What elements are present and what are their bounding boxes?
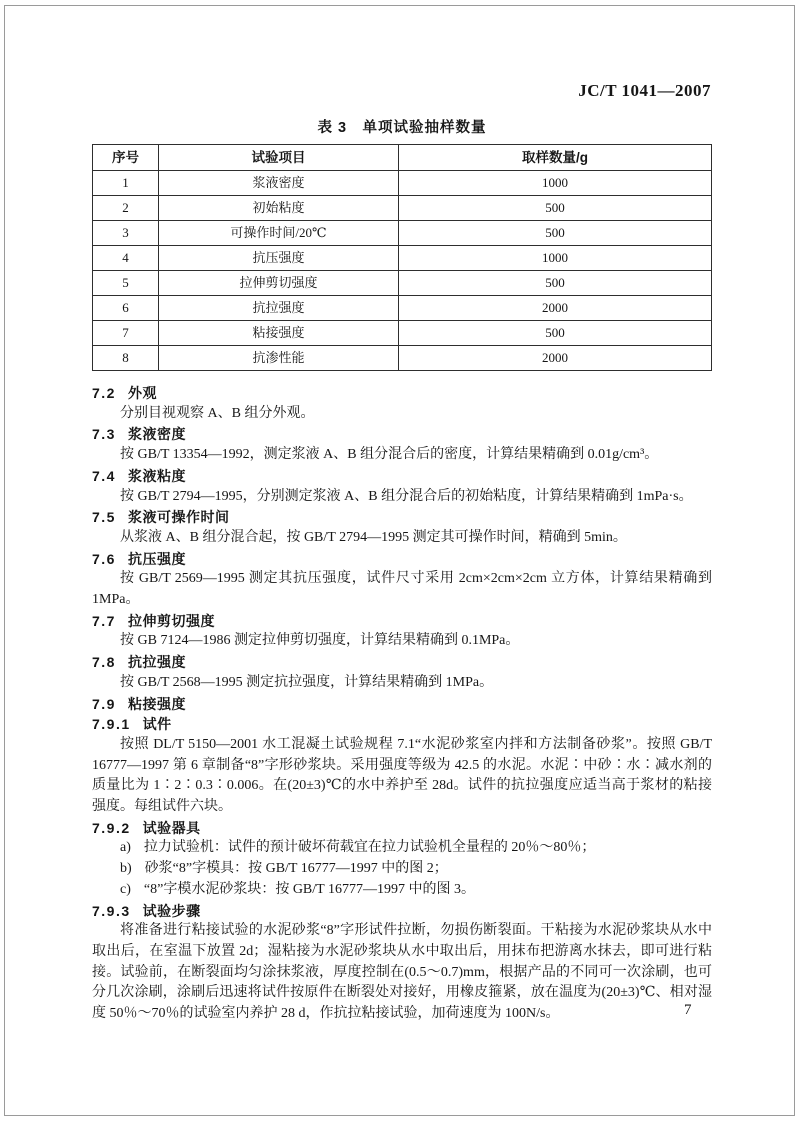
cell-test-item: 粘接强度 (159, 321, 399, 346)
section-number: 7.6 (92, 550, 116, 567)
cell-quantity: 500 (399, 221, 712, 246)
section-paragraph: 从浆液 A、B 组分混合起，按 GB/T 2794—1995 测定其可操作时间，精确到 5min。 (120, 529, 627, 545)
section-heading-7-9-1 (92, 714, 712, 735)
table-row (93, 221, 712, 246)
cell-quantity: 1000 (399, 246, 712, 271)
section-title: 浆液粘度 (127, 467, 186, 484)
section-number: 7.8 (92, 654, 116, 671)
cell-index: 5 (93, 271, 159, 296)
standard-code: JC/T 1041—2007 (578, 81, 711, 100)
section-paragraph: 按照 DL/T 5150—2001 水工混凝土试验规程 7.1“水泥砂浆室内拌和方法制备砂浆”。按照 GB/T 16777—1997 第 6 章制备“8”字形砂浆块。采用强度等级为 42.5 的水泥。水泥∶中砂∶水∶减水剂的质量比为 1∶2∶0.3∶0.006。在(20±3)℃的水中养护至 28d。试件的抗拉强度应适当高于浆材的粘接强度。每组试件六块。 (92, 736, 712, 815)
table-caption: 表 3 单项试验抽样数量 (317, 120, 487, 136)
table-header-row (93, 145, 712, 171)
table-row (93, 271, 712, 296)
section-number: 7.5 (92, 509, 116, 526)
section-heading-7-3 (92, 424, 712, 445)
section-paragraph: 按 GB/T 13354—1992，测定浆液 A、B 组分混合后的密度，计算结果精确到 0.01g/cm³。 (120, 447, 659, 463)
section-paragraph: 按 GB 7124—1986 测定拉伸剪切强度，计算结果精确到 0.1MPa。 (120, 633, 520, 649)
table-row (93, 321, 712, 346)
list-item-b (92, 859, 712, 880)
section-title: 抗拉强度 (127, 654, 186, 671)
page-number: 7 (684, 1002, 692, 1018)
table-row (93, 296, 712, 321)
section-title: 浆液密度 (127, 426, 186, 443)
section-title: 试件 (142, 716, 172, 733)
cell-index: 8 (93, 346, 159, 371)
cell-quantity: 1000 (399, 171, 712, 196)
section-number: 7.9 (92, 695, 116, 712)
document-sections (92, 383, 712, 1025)
column-header-index: 序号 (93, 145, 159, 171)
section-title: 拉伸剪切强度 (127, 612, 215, 629)
cell-test-item: 抗压强度 (159, 246, 399, 271)
section-number: 7.9.3 (92, 902, 131, 919)
section-number: 7.3 (92, 426, 116, 443)
section-number: 7.2 (92, 385, 116, 401)
section-heading-7-4 (92, 466, 712, 487)
cell-test-item: 抗拉强度 (159, 296, 399, 321)
cell-quantity: 2000 (399, 296, 712, 321)
cell-index: 7 (93, 321, 159, 346)
cell-quantity: 500 (399, 271, 712, 296)
section-paragraph: 按 GB/T 2569—1995 测定其抗压强度，试件尺寸采用 2cm×2cm×2cm 立方体，计算结果精确到 1MPa。 (92, 571, 712, 608)
list-item-text: 拉力试验机：试件的预计破坏荷载宜在拉力试验机全量程的 20％～80％； (143, 840, 596, 856)
cell-test-item: 抗渗性能 (159, 346, 399, 371)
list-item-a (92, 838, 712, 859)
cell-index: 3 (93, 221, 159, 246)
section-paragraph: 按 GB/T 2794—1995，分别测定浆液 A、B 组分混合后的初始粘度，计算结果精确到 1mPa·s。 (120, 488, 693, 504)
cell-index: 6 (93, 296, 159, 321)
table-row (93, 196, 712, 221)
cell-test-item: 拉伸剪切强度 (159, 271, 399, 296)
list-item-text: 砂浆“8”字模具：按 GB/T 16777—1997 中的图 2； (144, 861, 448, 877)
section-paragraph: 按 GB/T 2568—1995 测定抗拉强度，计算结果精确到 1MPa。 (120, 674, 494, 690)
list-item-text: “8”字模水泥砂浆块：按 GB/T 16777—1997 中的图 3。 (143, 881, 475, 897)
section-number: 7.7 (92, 612, 116, 629)
table-row (93, 171, 712, 196)
section-title: 外观 (127, 385, 157, 401)
section-heading-7-9 (92, 694, 712, 715)
sampling-quantity-table (92, 144, 712, 371)
section-title: 抗压强度 (127, 550, 186, 567)
list-item-marker: c) (120, 881, 131, 897)
section-heading-7-7 (92, 611, 712, 632)
column-header-sample-quantity: 取样数量/g (399, 145, 712, 171)
section-heading-7-2 (92, 383, 712, 404)
section-heading-7-9-3 (92, 901, 712, 922)
cell-index: 4 (93, 246, 159, 271)
section-paragraph: 分别目视观察 A、B 组分外观。 (120, 405, 315, 421)
section-paragraph: 将准备进行粘接试验的水泥砂浆“8”字形试件拉断，勿损伤断裂面。干粘接为水泥砂浆块从水中取出后，在室温下放置 2d；湿粘接为水泥砂浆块从水中取出后，用抹布把游离水抹去，即可进行粘接。试验前，在断裂面均匀涂抹浆液，厚度控制在(0.5～0.7)mm，根据产品的不同可一次涂刷，也可分几次涂刷，涂刷后迅速将试件按原件在断裂处对接好，用橡皮箍紧，放在温度为(20±3)℃、相对湿度 50％～70％的试验室内养护 28 d，作抗拉粘接试验，加荷速度为 100N/s。 (92, 923, 712, 1022)
section-title: 粘接强度 (127, 695, 186, 712)
cell-quantity: 2000 (399, 346, 712, 371)
page-content (92, 116, 712, 1025)
list-item-c (92, 880, 712, 901)
list-item-marker: a) (120, 840, 131, 856)
section-heading-7-6 (92, 549, 712, 570)
section-heading-7-9-2 (92, 818, 712, 839)
cell-quantity: 500 (399, 196, 712, 221)
section-heading-7-5 (92, 507, 712, 528)
cell-index: 2 (93, 196, 159, 221)
cell-test-item: 浆液密度 (159, 171, 399, 196)
cell-test-item: 初始粘度 (159, 196, 399, 221)
column-header-test-item: 试验项目 (159, 145, 399, 171)
cell-test-item: 可操作时间/20℃ (159, 221, 399, 246)
section-title: 浆液可操作时间 (127, 509, 230, 526)
section-number: 7.9.1 (92, 716, 131, 733)
section-number: 7.9.2 (92, 819, 131, 836)
section-title: 试验步骤 (142, 902, 201, 919)
section-number: 7.4 (92, 467, 116, 484)
section-heading-7-8 (92, 652, 712, 673)
list-item-marker: b) (120, 861, 132, 877)
table-row (93, 246, 712, 271)
cell-index: 1 (93, 171, 159, 196)
cell-quantity: 500 (399, 321, 712, 346)
table-row (93, 346, 712, 371)
section-title: 试验器具 (142, 819, 201, 836)
